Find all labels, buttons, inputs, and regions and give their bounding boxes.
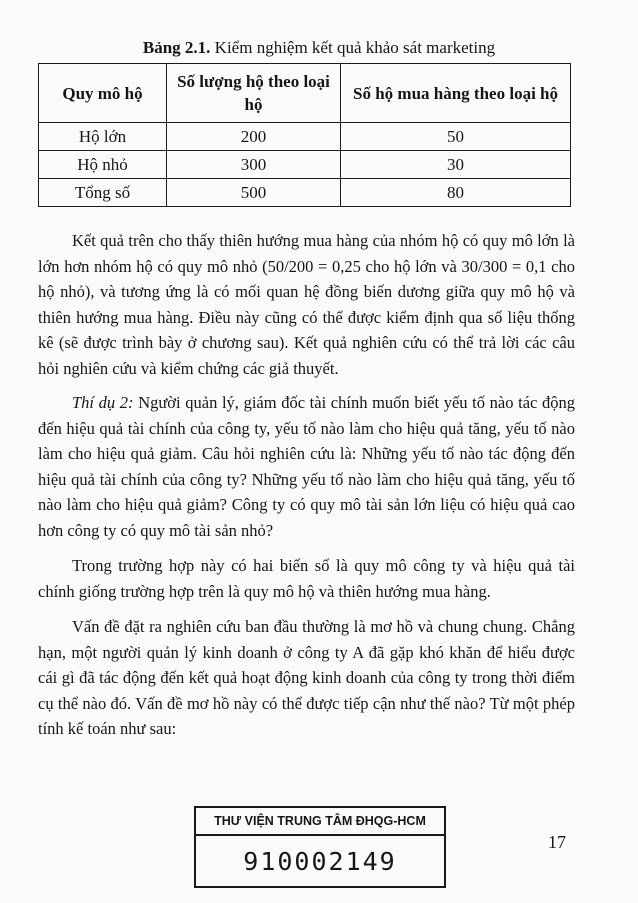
table-cell: Tổng số (39, 179, 167, 207)
table-cell: 500 (167, 179, 341, 207)
library-stamp (194, 806, 446, 888)
example-text: Người quản lý, giám đốc tài chính muốn biết yếu tố nào tác động đến hiệu quả tài chính của công ty, yếu tố nào làm cho hiệu quả tăng, yếu tố nào làm cho hiệu quả giảm. Câu hỏi nghiên cứu là: Những yếu tố nào tác động đến hiệu quả tài chính của công ty? Những yếu tố nào làm cho hiệu quả tăng, yếu tố nào làm cho hiệu quả giảm? Công ty có quy mô tài sản lớn liệu có hiệu quả cao hơn công ty có quy mô tài sản nhỏ? (38, 393, 575, 540)
paragraph-variables: Trong trường hợp này có hai biến số là quy mô công ty và hiệu quả tài chính giống trường hợp trên là quy mô hộ và thiên hướng mua hàng. (38, 556, 575, 601)
body-text (38, 228, 575, 751)
survey-results-table (38, 63, 571, 207)
table-cell: 50 (341, 123, 571, 151)
table-cell: 30 (341, 151, 571, 179)
table-row (39, 123, 571, 151)
table-cell: Hộ lớn (39, 123, 167, 151)
table-header-row (39, 64, 571, 123)
table-cell: 200 (167, 123, 341, 151)
table-cell: 300 (167, 151, 341, 179)
table-row (39, 151, 571, 179)
example-label: Thí dụ 2: (72, 393, 134, 412)
stamp-number: 910002149 (243, 847, 397, 876)
table-caption-text: Kiểm nghiệm kết quả khảo sát marketing (210, 38, 496, 57)
page-number: 17 (548, 832, 566, 852)
stamp-title: THƯ VIỆN TRUNG TÂM ĐHQG-HCM (196, 808, 444, 836)
paragraph-results: Kết quả trên cho thấy thiên hướng mua hàng của nhóm hộ có quy mô lớn là lớn hơn nhóm hộ có quy mô nhỏ (50/200 = 0,25 cho hộ lớn và 30/300 = 0,1 cho hộ nhỏ), và tương ứng là có mối quan hệ đồng biến dương giữa quy mô hộ và thiên hướng mua hàng. Điều này cũng có thể được kiểm định qua số liệu thống kê (sẽ được trình bày ở chương sau). Kết quả nghiên cứu có thể trả lời các câu hỏi nghiên cứu và kiểm chứng các giả thuyết. (38, 231, 575, 378)
paragraph-example-2 (38, 390, 575, 543)
header-household-size: Quy mô hộ (39, 64, 167, 123)
paragraph-problem: Vấn đề đặt ra nghiên cứu ban đầu thường là mơ hồ và chung chung. Chẳng hạn, một người quản lý kinh doanh ở công ty A đã gặp khó khăn để hiểu được cái gì đã tác động đến kết quả hoạt động kinh doanh của công ty trong thời điểm cụ thể nào đó. Vấn đề mơ hồ này có thể được tiếp cận như thế nào? Từ một phép tính kế toán như sau: (38, 617, 575, 738)
table-caption-label: Bảng 2.1. (142, 38, 211, 57)
table-row (39, 179, 571, 207)
table-cell: Hộ nhỏ (39, 151, 167, 179)
header-purchasing-households: Số hộ mua hàng theo loại hộ (341, 64, 571, 123)
header-household-count: Số lượng hộ theo loại hộ (167, 64, 341, 123)
table-cell: 80 (341, 179, 571, 207)
table-caption (0, 38, 638, 58)
